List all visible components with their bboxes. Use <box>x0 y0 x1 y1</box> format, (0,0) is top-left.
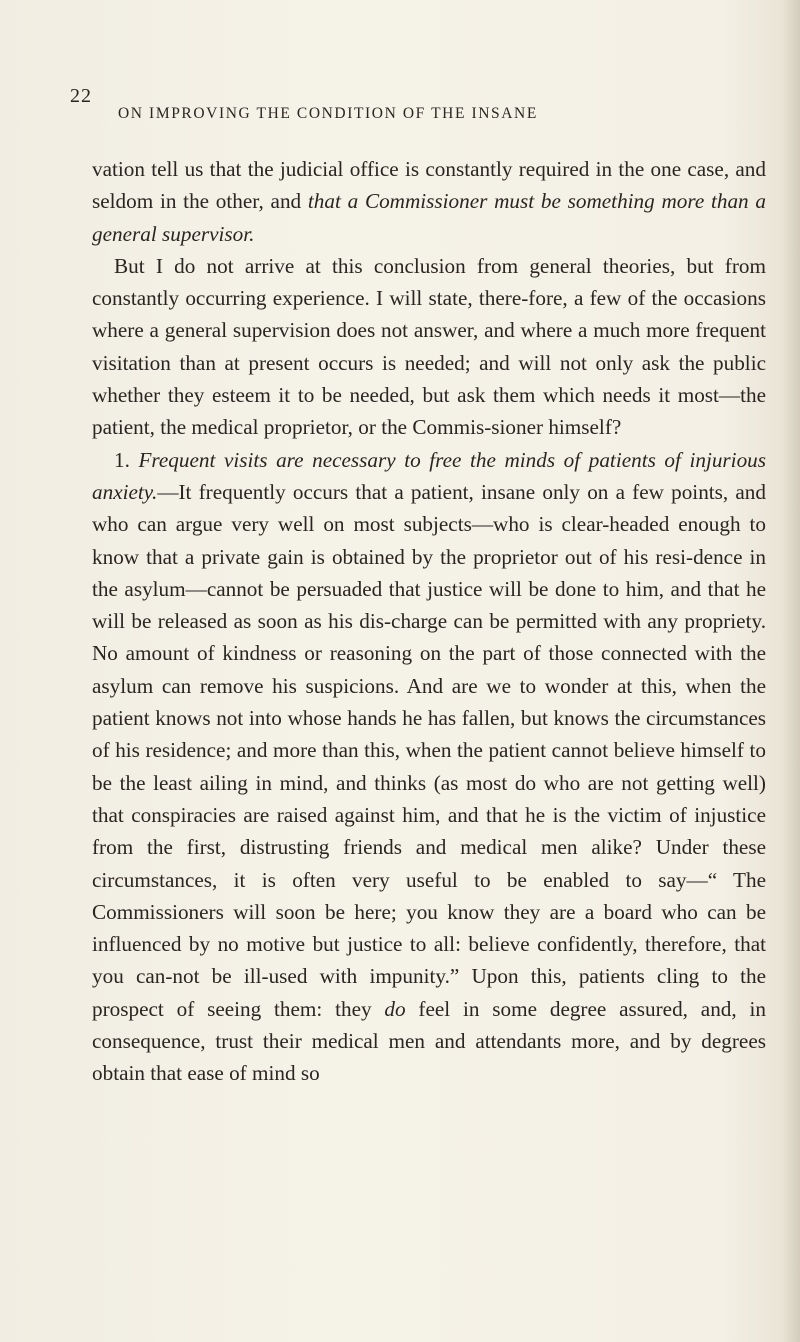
paragraph-text: —It frequently occurs that a patient, insane only on a few points, and who can argue very well on most subjects—who is clear-headed enough to know that a private gain is obtained by the proprietor out of his resi-dence in the asylum—cannot be persuaded that justice will be done to him, and that he will be released as soon as his dis-charge can be permitted with any propriety. No amount of kindness or reasoning on the part of those connected with the asylum can remove his suspicions. And are we to wonder at this, when the patient knows not into whose hands he has fallen, but knows the circumstances of his residence; and more than this, when the patient cannot believe himself to be the least ailing in mind, and thinks (as most do who are not getting well) that conspiracies are raised against him, and that he is the victim of injustice from the first, distrusting friends and medical men alike? Under these circumstances, it is often very useful to be enabled to say—“ The Commissioners will soon be here; you know they are a board who can be influenced by no motive but justice to all: believe confidently, therefore, that you can-not be ill-used with impunity.” Upon this, patients cling to the prospect of seeing them: they <box>92 479 766 1021</box>
italic-emphasis: do <box>384 996 406 1021</box>
italic-emphasis: that a Commissioner must be something more than a general supervisor. <box>92 189 766 246</box>
page-header <box>70 85 770 125</box>
paragraph: But I do not arrive at this conclusion from general theories, but from constantly occurring experience. I will state, there-fore, a few of the occasions where a general supervision does not answer, and where a much more frequent visitation than at present occurs is needed; and will not only ask the public whether they esteem it to be needed, but ask them which needs it most—the patient, the medical proprietor, or the Commis-sioner himself? <box>92 253 766 440</box>
paragraph-text: feel in some degree assured, and, in consequence, trust their medical men and attendants more, and by degrees obtain that ease of mind so <box>92 996 766 1086</box>
section-heading-italic: Frequent visits are necessary to free the minds of patients of injurious anxiety. <box>92 447 766 504</box>
page-number: 22 <box>70 85 92 107</box>
numbered-paragraph <box>92 444 766 1090</box>
paragraph-number: 1. <box>114 447 139 472</box>
page-edge-shadow <box>782 0 800 1342</box>
paragraph-continuation <box>92 153 766 250</box>
body-text <box>92 153 766 1090</box>
running-head: ON IMPROVING THE CONDITION OF THE INSANE <box>118 105 538 122</box>
paragraph-text: vation tell us that the judicial office is constantly required in the one case, and seldom in the other, and <box>92 157 766 214</box>
